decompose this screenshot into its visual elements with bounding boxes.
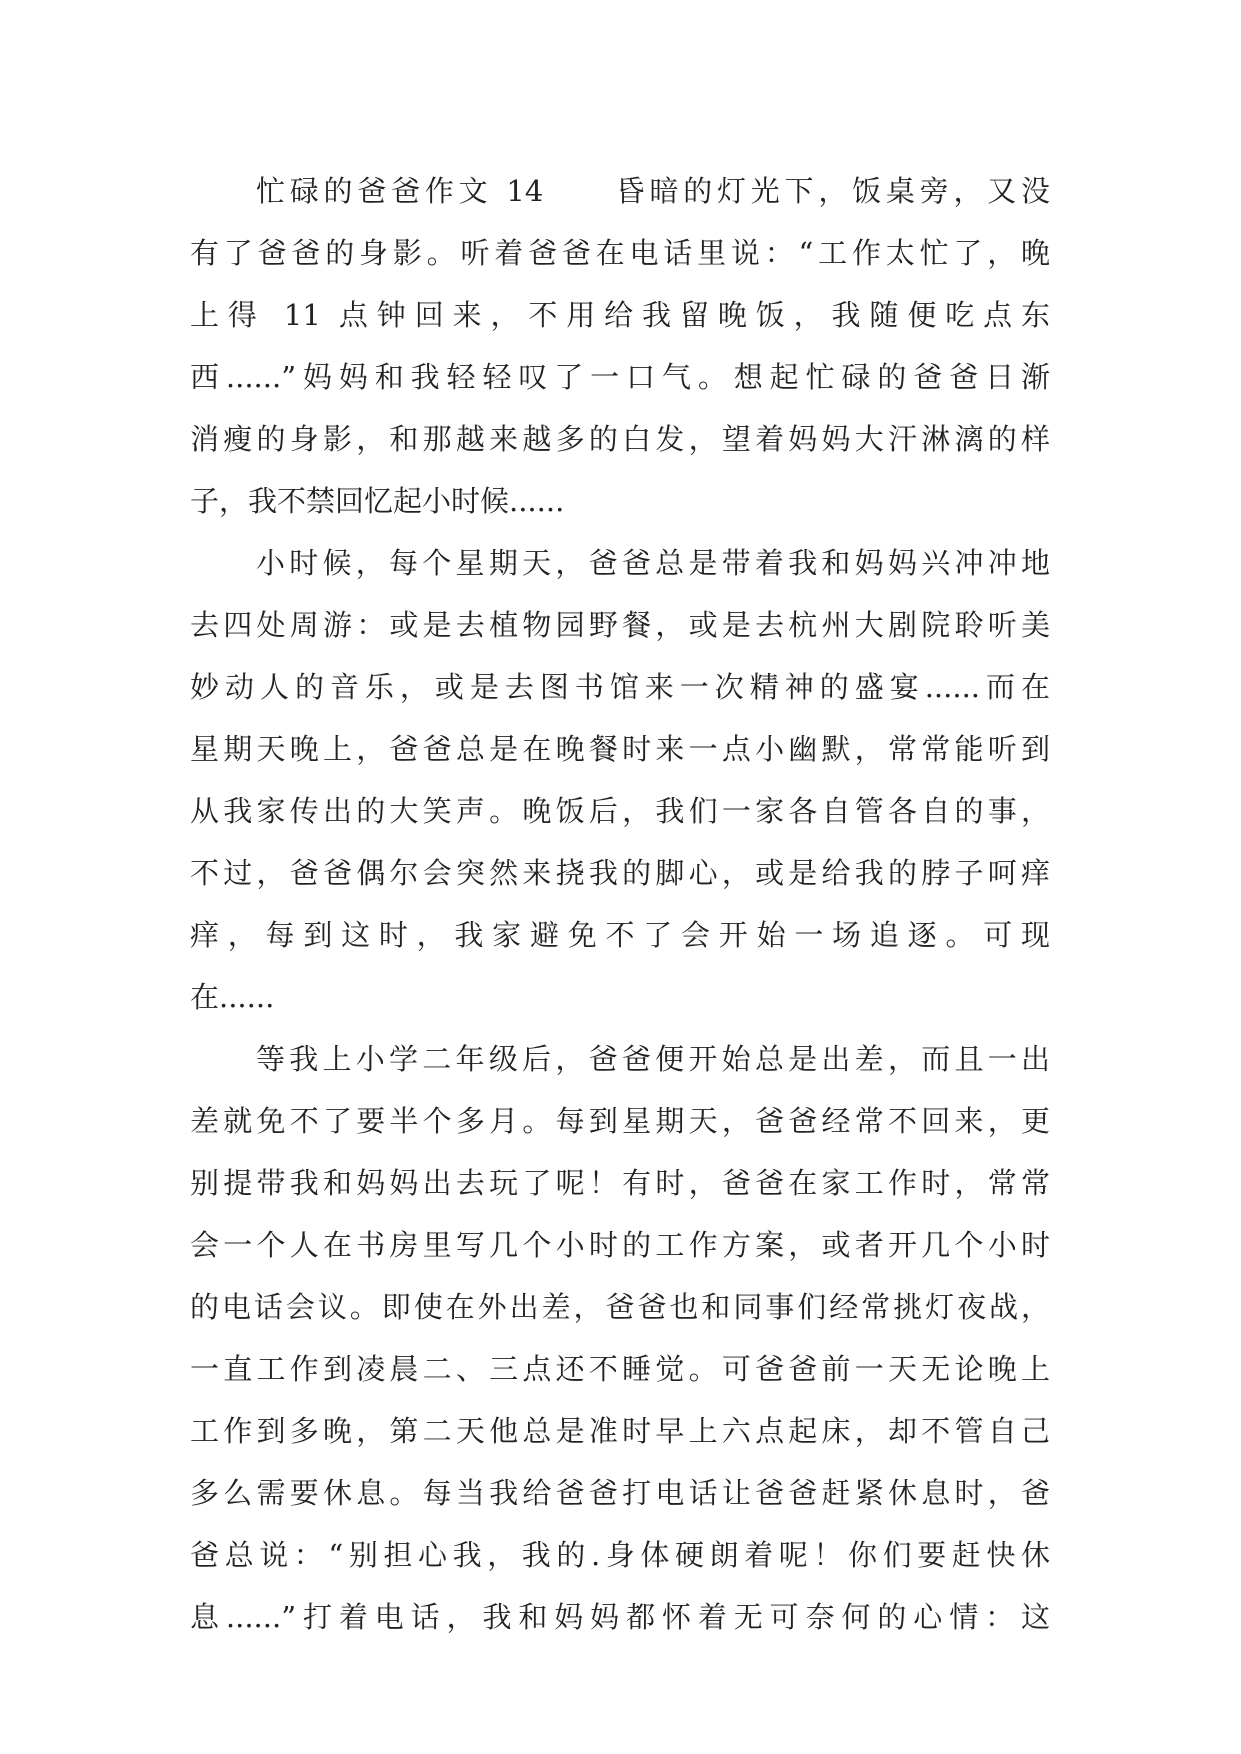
text-line: 子，我不禁回忆起小时候......	[190, 484, 565, 518]
text-line: 工作到多晚，第二天他总是准时早上六点起床，却不管自己	[190, 1414, 1050, 1448]
text-line: 妙动人的音乐，或是去图书馆来一次精神的盛宴......而在	[190, 670, 1050, 704]
text-line: 爸总说：“别担心我，我的.身体硬朗着呢！你们要赶快休	[190, 1538, 1050, 1572]
text-line: 消瘦的身影，和那越来越多的白发，望着妈妈大汗淋漓的样	[190, 422, 1050, 456]
text-line: 的电话会议。即使在外出差，爸爸也和同事们经常挑灯夜战，	[190, 1290, 1050, 1324]
text-line: 多么需要休息。每当我给爸爸打电话让爸爸赶紧休息时，爸	[190, 1476, 1050, 1510]
text-line: 从我家传出的大笑声。晚饭后，我们一家各自管各自的事，	[190, 794, 1050, 828]
text-line: 会一个人在书房里写几个小时的工作方案，或者开几个小时	[190, 1228, 1050, 1262]
text-line: 西......”妈妈和我轻轻叹了一口气。想起忙碌的爸爸日渐	[190, 360, 1050, 394]
essay-body	[190, 160, 1050, 1648]
text-line: 在......	[190, 980, 275, 1014]
text-line: 有了爸爸的身影。听着爸爸在电话里说：“工作太忙了，晚	[190, 236, 1050, 270]
text-line: 星期天晚上，爸爸总是在晚餐时来一点小幽默，常常能听到	[190, 732, 1050, 766]
text-line: 一直工作到凌晨二、三点还不睡觉。可爸爸前一天无论晚上	[190, 1352, 1050, 1386]
text-line: 去四处周游：或是去植物园野餐，或是去杭州大剧院聆听美	[190, 608, 1050, 642]
text-line: 上得 11 点钟回来，不用给我留晚饭，我随便吃点东	[190, 298, 1050, 332]
text-line: 不过，爸爸偶尔会突然来挠我的脚心，或是给我的脖子呵痒	[190, 856, 1050, 890]
text-line: 等我上小学二年级后，爸爸便开始总是出差，而且一出	[256, 1042, 1050, 1076]
text-line: 痒，每到这时，我家避免不了会开始一场追逐。可现	[190, 918, 1050, 952]
text-line: 差就免不了要半个多月。每到星期天，爸爸经常不回来，更	[190, 1104, 1050, 1138]
text-line: 忙碌的爸爸作文 14 昏暗的灯光下，饭桌旁，又没	[256, 174, 1050, 208]
text-line: 别提带我和妈妈出去玩了呢！有时，爸爸在家工作时，常常	[190, 1166, 1050, 1200]
text-line: 小时候，每个星期天，爸爸总是带着我和妈妈兴冲冲地	[256, 546, 1050, 580]
text-line: 息......”打着电话，我和妈妈都怀着无可奈何的心情：这	[190, 1600, 1050, 1634]
